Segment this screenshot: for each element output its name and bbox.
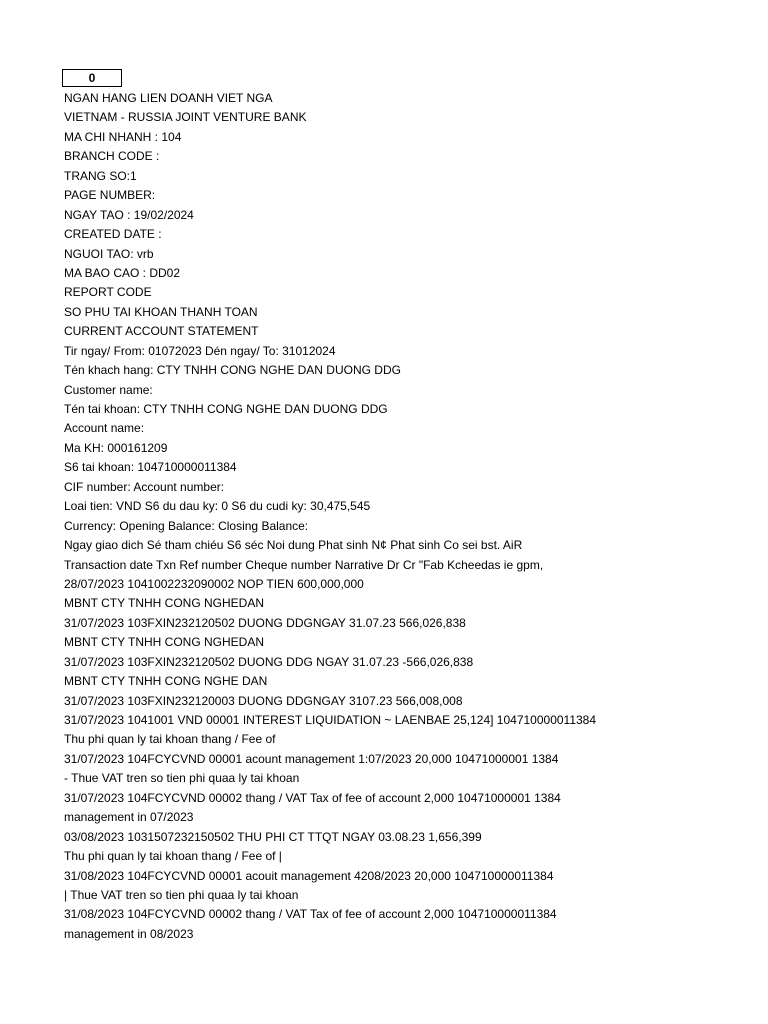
statement-line: Thu phi quan ly tai khoan thang / Fee of | [64,849,282,864]
statement-line: MBNT CTY TNHH CONG NGHE DAN [64,674,268,689]
statement-line: Ma KH: 000161209 [64,440,168,455]
statement-line: 31/07/2023 104FCYCVND 00001 acount management 1:07/2023 20,000 10471000001 1384 [64,751,559,766]
statement-line: VIETNAM - RUSSIA JOINT VENTURE BANK [64,110,307,125]
statement-line: PAGE NUMBER: [64,188,156,203]
page-number-box: 0 [62,69,122,87]
statement-line: SO PHU TAI KHOAN THANH TOAN [64,304,258,319]
statement-line: NGUOI TAO: vrb [64,246,154,261]
statement-line: 31/07/2023 103FXIN232120502 DUONG DDGNGAY 31.07.23 566,026,838 [64,615,466,630]
statement-line: 31/07/2023 103FXIN232120003 DUONG DDGNGAY 3107.23 566,008,008 [64,693,463,708]
statement-line: NGAY TAO : 19/02/2024 [64,207,194,222]
statement-line: TRANG SO:1 [64,168,137,183]
statement-line: NGAN HANG LIEN DOANH VIET NGA [64,91,273,105]
statement-line: management in 07/2023 [64,810,194,825]
statement-line: Transaction date Txn Ref number Cheque number Narrative Dr Cr "Fab Kcheedas ie gpm, [64,557,544,572]
statement-line: management in 08/2023 [64,926,194,941]
statement-line: 31/07/2023 104FCYCVND 00002 thang / VAT Tax of fee of account 2,000 10471000001 1384 [64,790,561,805]
statement-text-body [64,89,764,944]
statement-line: 31/07/2023 103FXIN232120502 DUONG DDG NGAY 31.07.23 -566,026,838 [64,654,474,669]
statement-line: 31/08/2023 104FCYCVND 00001 acouit management 4208/2023 20,000 104710000011384 [64,868,554,883]
statement-line: MBNT CTY TNHH CONG NGHEDAN [64,596,265,611]
statement-line: CREATED DATE : [64,227,162,242]
statement-line: MBNT CTY TNHH CONG NGHEDAN [64,635,265,650]
statement-line: CIF number: Account number: [64,479,225,494]
statement-line: Ngay giao dich Sé tham chiéu S6 séc Noi dung Phat sinh N¢ Phat sinh Co sei bst. AiR [64,538,523,553]
statement-line: Tir ngay/ From: 01072023 Dén ngay/ To: 31012024 [64,343,336,358]
statement-line: | Thue VAT tren so tien phi quaa ly tai khoan [64,887,299,902]
statement-line: REPORT CODE [64,285,152,300]
statement-line: Currency: Opening Balance: Closing Balance: [64,518,309,533]
statement-line: 03/08/2023 1031507232150502 THU PHI CT TTQT NGAY 03.08.23 1,656,399 [64,829,482,844]
statement-line: S6 tai khoan: 104710000011384 [64,460,237,475]
statement-line: Account name: [64,421,145,436]
statement-line: Loai tien: VND S6 du dau ky: 0 S6 du cudi ky: 30,475,545 [64,499,371,514]
statement-line: CURRENT ACCOUNT STATEMENT [64,324,259,339]
statement-line: Customer name: [64,382,153,397]
statement-line: BRANCH CODE : [64,149,160,164]
statement-line: 31/08/2023 104FCYCVND 00002 thang / VAT Tax of fee of account 2,000 104710000011384 [64,907,557,922]
statement-line: MA BAO CAO : DD02 [64,265,181,280]
statement-line: 31/07/2023 1041001 VND 00001 INTEREST LIQUIDATION ~ LAENBAE 25,124] 104710000011384 [64,713,597,727]
statement-line: Tén khach hang: CTY TNHH CONG NGHE DAN DUONG DDG [64,363,401,378]
statement-line: 28/07/2023 1041002232090002 NOP TIEN 600,000,000 [64,576,364,591]
statement-line: MA CHI NHANH : 104 [64,129,182,144]
statement-line: Thu phi quan ly tai khoan thang / Fee of [64,732,276,747]
statement-line: - Thue VAT tren so tien phi quaa ly tai khoan [64,771,300,786]
statement-line: Tén tai khoan: CTY TNHH CONG NGHE DAN DUONG DDG [64,402,388,416]
